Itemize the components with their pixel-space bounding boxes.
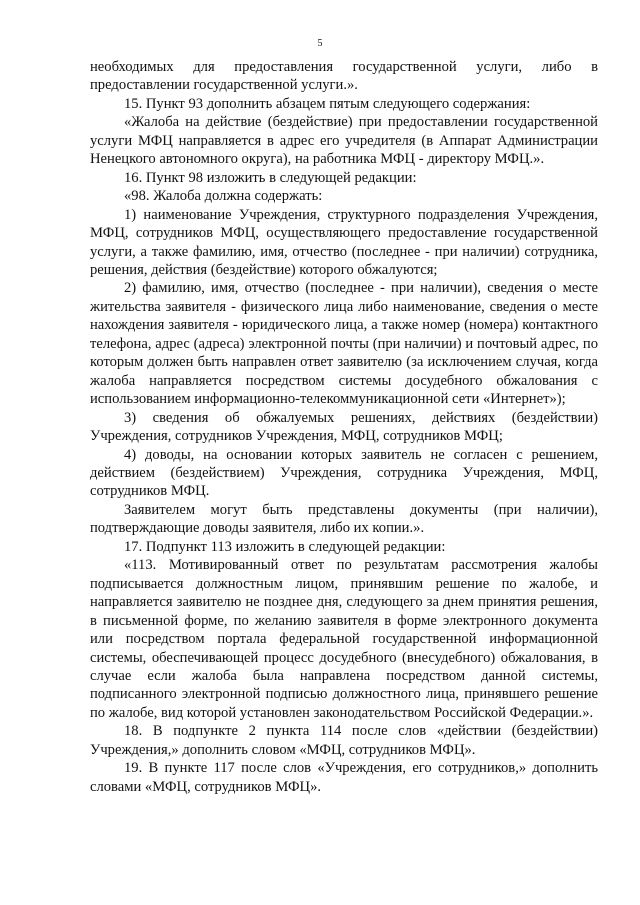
paragraph-item-19: 19. В пункте 117 после слов «Учреждения, его сотрудников,» дополнить словами «МФЦ, сотрудников МФЦ». <box>90 760 598 795</box>
paragraph-complaint-mfc: «Жалоба на действие (бездействие) при предоставлении государственной услуги МФЦ направляется в адрес его учредителя (в Аппарат Администрации Ненецкого автономного округа), на работника МФЦ - директору МФЦ.». <box>90 114 598 168</box>
document-body <box>90 58 598 796</box>
paragraph-subitem-3: 3) сведения об обжалуемых решениях, действиях (бездействии) Учреждения, сотрудников Учреждения, МФЦ, сотрудников МФЦ; <box>90 409 598 445</box>
page-number: 5 <box>317 38 323 49</box>
paragraph-item-15: 15. Пункт 93 дополнить абзацем пятым следующего содержания: <box>124 95 531 112</box>
paragraph-subitem-2: 2) фамилию, имя, отчество (последнее - при наличии), сведения о месте жительства заявителя - физического лица либо наименование, сведения о месте нахождения заявителя - юридического лица, а также номер (номера) контактного телефона, адрес (адреса) электронной почты (при наличии) и почтовый адрес, по которым должен быть направлен ответ заявителю (за исключением случая, когда жалоба направляется посредством системы досудебного обжалования с использованием информационно-телекоммуникационной сети «Интернет»); <box>90 280 598 408</box>
paragraph-clause-98: «98. Жалоба должна содержать: <box>124 188 323 205</box>
paragraph-subitem-1: 1) наименование Учреждения, структурного подразделения Учреждения, МФЦ, сотрудников МФЦ, осуществляющего предоставление государственной услуги, а также фамилию, имя, отчество (последнее - при наличии) сотрудника, решения, действия (бездействие) которого обжалуются; <box>90 206 598 278</box>
paragraph-continuation: необходимых для предоставления государственной услуги, либо в предоставлении государственной услуги.». <box>90 59 598 94</box>
paragraph-item-18: 18. В подпункте 2 пункта 114 после слов «действии (бездействии) Учреждения,» дополнить словом «МФЦ, сотрудников МФЦ». <box>90 723 598 758</box>
paragraph-documents: Заявителем могут быть представлены документы (при наличии), подтверждающие доводы заявителя, либо их копии.». <box>90 501 598 537</box>
paragraph-clause-113: «113. Мотивированный ответ по результатам рассмотрения жалобы подписывается должностным лицом, принявшим решение по жалобе, и направляется заявителю не позднее дня, следующего за днем принятия решения, в письменной форме, по желанию заявителя в форме электронного документа или посредством портала федеральной государственной информационной системы, обеспечивающей процесс досудебного (внесудебного) обжалования, в случае если жалоба была направлена посредством данной системы, подписанного электронной подписью должностного лица, принявшего решение по жалобе, вид которой установлен законодательством Российской Федерации.». <box>90 557 598 721</box>
paragraph-item-17: 17. Подпункт 113 изложить в следующей редакции: <box>124 538 446 555</box>
paragraph-subitem-4: 4) доводы, на основании которых заявитель не согласен с решением, действием (бездействием) Учреждения, сотрудника Учреждения, МФЦ, сотрудников МФЦ. <box>90 446 598 500</box>
paragraph-item-16: 16. Пункт 98 изложить в следующей редакции: <box>124 169 417 186</box>
